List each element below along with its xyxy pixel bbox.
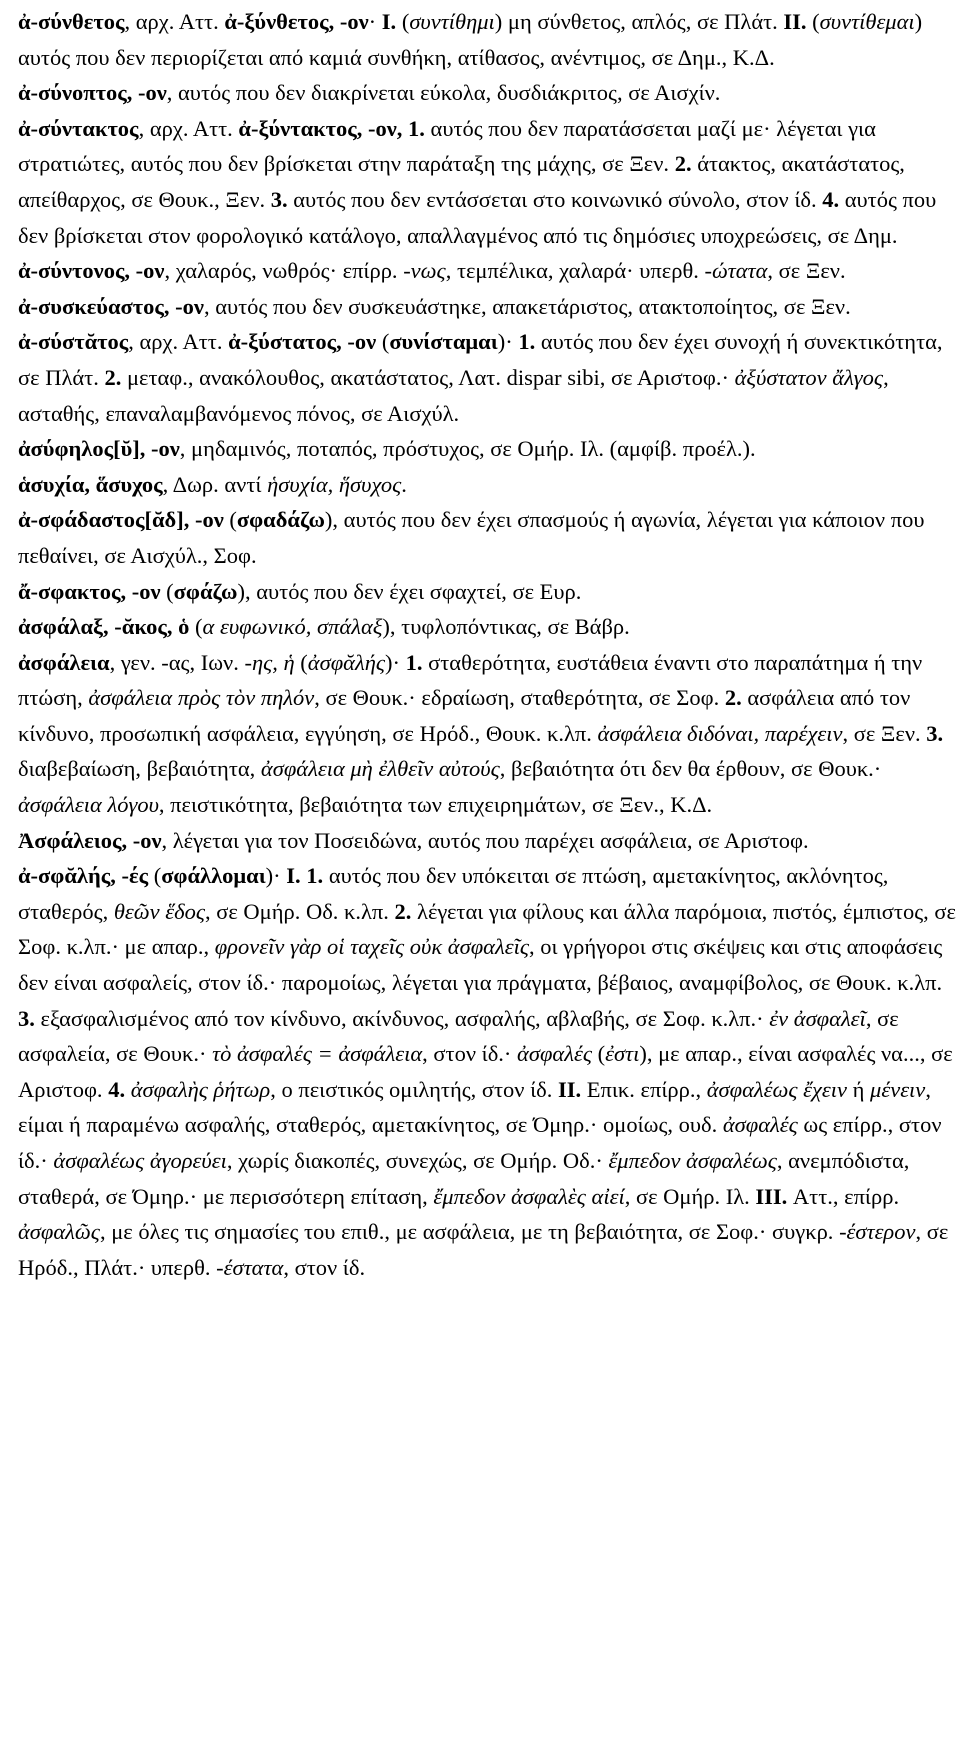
entry-italic-text: ἡσυχία, ἥσυχος [267, 471, 402, 497]
entry-bold-text: ἀ-σύντακτος [18, 115, 139, 141]
entry-text: ( [223, 507, 237, 533]
entry-bold-text: ἀ-σφάδαστος[ᾰδ], -ον [18, 507, 224, 533]
entry-text: , σε Ξεν. [767, 258, 846, 284]
entry-italic-text: μένειν [870, 1076, 926, 1102]
entry-italic-text: ἔμπεδον ἀσφαλέως [608, 1148, 777, 1173]
dictionary-entry-asynthetos [18, 4, 956, 75]
entry-bold-text: ἀ-σύντονος, -ον [18, 258, 165, 284]
entry-italic-text: συντίθημι [409, 9, 495, 34]
entry-bold-text: σφάζω [173, 578, 238, 604]
entry-text: αυτός που δεν εντάσσεται στο κοινωνικό σύνολο, στον ίδ. [287, 186, 823, 212]
entry-bold-text: Ἀσφάλειος, -ον [18, 827, 162, 853]
entry-bold-text: ἄ-σφακτος, -ον [18, 578, 161, 604]
entry-text: , ασταθής, επαναλαμβανόμενος πόνος, σε Αισχύλ. [18, 364, 889, 426]
entry-text: ), αυτός που δεν έχει σφαχτεί, σε Ευρ. [237, 578, 582, 604]
entry-text: , τεμπέλικα, χαλαρά· υπερθ. [445, 258, 705, 284]
entry-bold-text: ἀ-συσκεύαστος, -ον [18, 293, 204, 319]
entry-bold-text: συνίσταμαι [389, 329, 498, 355]
entry-italic-text: ἀσφαλῶς [18, 1219, 100, 1245]
entry-text: , ανεμπόδιστα, σταθερά, σε Όμηρ.· με περισσότερη επίταση, [18, 1148, 910, 1209]
dictionary-entry-asphadastos [18, 502, 956, 573]
entry-text: , σε Ομήρ. Ιλ. [624, 1183, 756, 1209]
entry-bold-text: 1. [518, 329, 536, 355]
entry-italic-text: -νως [403, 258, 446, 284]
entry-text: ( [396, 9, 410, 34]
entry-text: ως επίρρ., στον ίδ.· [18, 1112, 942, 1173]
entry-text: , χαλαρός, νωθρός· επίρρ. [164, 258, 404, 284]
entry-text: . [401, 471, 407, 497]
entry-text: , σε Θουκ.· εδραίωση, σταθερότητα, σε Σοφ. [314, 685, 725, 711]
entry-text: , σε Ηρόδ., Πλάτ.· υπερθ. [18, 1219, 949, 1280]
entry-text: ) αυτός που δεν περιορίζεται από καμιά συνθήκη, ατίθασος, ανένтιμος, σε Δημ., Κ.Δ. [18, 9, 923, 70]
entry-italic-text: ἀσφαλὴς ῥήτωρ [130, 1076, 271, 1102]
entry-text: )· [265, 863, 287, 889]
dictionary-entry-asyntaktos [18, 111, 956, 253]
entry-bold-text: II. [558, 1076, 582, 1102]
dictionary-entry-asystatos [18, 324, 956, 431]
entry-text: ), αυτός που δεν έχει σπασμούς ή αγωνία, λέγεται για κάποιον που πεθαίνει, σε Αισχύλ., Σοφ. [18, 507, 925, 568]
entry-text: , αρχ. Αττ. [124, 9, 225, 34]
entry-text: αυτός που δεν παρατάσσεται μαζί με· λέγεται για στρατιώτες, αυτός που δεν βρίσκεται στην παράταξη της μάχης, σε Ξεν. [18, 115, 876, 177]
entry-text: αυτός που δεν βρίσκεται στον φορολογικό κατάλογο, απαλλαγμένος από τις δημόσιες υποχρεώσεις, σε Δημ. [18, 186, 937, 248]
entry-italic-text: θεῶν ἕδος [113, 898, 205, 924]
entry-text: λέγεται για φίλους και άλλα παρόμοια, πιστός, έμπιστος, σε Σοφ. κ.λπ.· με απαρ., [18, 898, 956, 960]
dictionary-entry-asphaleios [18, 823, 956, 859]
entry-bold-text: I. 1. [286, 863, 324, 889]
entry-italic-text: συντίθεμαι [819, 9, 915, 34]
entry-bold-text: 2. [724, 685, 742, 711]
dictionary-entry-asychia [18, 467, 956, 503]
entry-text: , είμαι ή παραμένω ασφαλής, σταθερός, αμετακίνητος, σε Όμηρ.· ομοίως, ουδ. [18, 1076, 931, 1138]
entry-text: , με όλες τις σημασίες του επιθ., με ασφάλεια, με τη βεβαιότητα, σε Σοφ.· συγκρ. [99, 1219, 840, 1245]
entry-text: , αυτός που δεν διακρίνεται εύκολα, δυσδιάκριτος, σε Αισχίν. [166, 80, 721, 106]
entry-italic-text: ἀσφαλές [517, 1041, 592, 1067]
entry-text: μεταφ., ανακόλουθος, ακατάστατος, Λατ. dispar sibi, σε Αριστοφ.· [121, 364, 735, 390]
entry-text: ( [160, 578, 174, 604]
entry-bold-text: ἀ-σφᾰλής, -ές [18, 863, 149, 889]
entry-bold-text: ἁσυχία, ἅσυχος [18, 471, 163, 497]
entry-text: διαβεβαίωση, βεβαιότητα, [18, 756, 261, 782]
entry-bold-text: ἀ-σύστᾰτος [18, 329, 129, 355]
entry-italic-text: -ώτατα [704, 258, 768, 284]
entry-bold-text: ἀσφάλαξ, -ᾰκος, ὁ [18, 614, 190, 640]
entry-italic-text: ἔμπεδον ἀσφαλὲς αἰεί [433, 1183, 625, 1209]
entry-text: άτακτος, ακατάστατος, απείθαρχος, σε Θουκ., Ξεν. [18, 151, 905, 212]
entry-text: ) μη σύνθετος, απλός, σε Πλάτ. [494, 9, 784, 34]
entry-text: , στον ίδ. [283, 1254, 366, 1280]
entry-bold-text: III. [755, 1183, 788, 1209]
entry-bold-text: 4. [108, 1076, 126, 1102]
entry-bold-text: 2. [104, 364, 122, 390]
entry-bold-text: 3. [926, 720, 944, 746]
entry-bold-text: 3. [270, 186, 288, 212]
entry-italic-text: ἀσφαλέως ἔχειν [706, 1076, 848, 1102]
entry-italic-text: ἀσφάλεια μὴ ἐλθεῖν αὐτούς [260, 756, 500, 782]
dictionary-entry-asyphelos [18, 431, 956, 467]
entry-bold-text: σφάλλομαι [161, 863, 266, 889]
entry-text: ( [591, 1041, 606, 1067]
entry-text: Αττ., επίρρ. [787, 1183, 900, 1209]
entry-bold-text: ἀ-ξύντακτος, -ον, 1. [238, 115, 425, 141]
entry-bold-text: ἀ-ξύνθετος, -ον [224, 9, 369, 34]
entry-bold-text: σφαδάζω [236, 507, 325, 533]
entry-italic-text: -έστατα [216, 1254, 284, 1280]
entry-text: , αρχ. Αττ. [138, 115, 239, 141]
entry-text: , αυτός που δεν συσκευάστηκε, απακετάριστος, ατακτοποίητος, σε Ξεν. [203, 293, 851, 319]
entry-text: αυτός που δεν έχει συνοχή ή συνεκτικότητα, σε Πλάτ. [18, 329, 943, 390]
entry-italic-text: ἐστι [605, 1041, 640, 1067]
entry-bold-text: 2. [674, 151, 692, 177]
entry-text: , αρχ. Αττ. [128, 329, 229, 355]
entry-text: , σε Ξεν. [842, 720, 927, 746]
entry-italic-text: ἀσφαλές [722, 1112, 798, 1138]
entry-italic-text: ἀσφάλεια λόγου [18, 792, 159, 818]
entry-italic-text: ἀξύστατον ἄλγος [734, 364, 884, 390]
entry-text: , ο πειστικός ομιλητής, στον ίδ. [270, 1076, 558, 1102]
entry-bold-text: ἀ-σύνοπτος, -ον [18, 80, 167, 106]
entry-text: ή [847, 1076, 871, 1102]
entry-bold-text: 3. [18, 1005, 35, 1031]
entry-italic-text: ἀσφάλεια πρὸς τὸν πηλόν [88, 685, 315, 711]
entry-text: σταθερότητα, ευστάθεια έναντι στο παραπάτημα ή την πτώση, [18, 649, 923, 711]
entry-text: ( [376, 329, 390, 355]
entry-text: )· [497, 329, 519, 355]
entry-text: , σε Ομήρ. Οδ. κ.λπ. [204, 898, 395, 924]
entry-italic-text: ἀσφᾰλής [307, 649, 385, 675]
entry-text: , βεβαιότητα ότι δεν θα έρθουν, σε Θουκ.· [499, 756, 882, 782]
entry-text: ( [189, 614, 203, 640]
entry-text: )· [384, 649, 406, 675]
entry-bold-text: II. [783, 9, 807, 34]
entry-bold-text: ἀσφάλεια [18, 649, 110, 675]
entry-bold-text: ἀσύφηλος[ῠ], -ον [18, 436, 180, 462]
entry-text: , μηδαμινός, ποταπός, πρόστυχος, σε Ομήρ. Ιλ. (αμφίβ. προέλ.). [179, 436, 756, 462]
entry-italic-text: ἐν ἀσφαλεῖ [769, 1005, 866, 1031]
entry-italic-text: -ης, ἡ [244, 649, 295, 675]
entry-italic-text: -έστερον [839, 1219, 916, 1245]
dictionary-entry-asphaleia [18, 645, 956, 823]
entry-bold-text: I. [381, 9, 397, 34]
dictionary-entry-askeuastos [18, 289, 956, 325]
entry-text: , στον ίδ.· [422, 1041, 518, 1067]
dictionary-entry-asphalax [18, 609, 956, 645]
entry-text: ( [294, 649, 308, 675]
entry-text: Επικ. επίρρ., [581, 1076, 707, 1102]
entry-bold-text: ἀ-σύνθετος [18, 9, 125, 34]
dictionary-entry-asphales [18, 858, 956, 1285]
dictionary-entry-asynoptos [18, 75, 956, 111]
entry-text: , λέγεται για τον Ποσειδώνα, αυτός που παρέχει ασφάλεια, σε Αριστοφ. [161, 827, 809, 853]
dictionary-entry-asyntonos [18, 253, 956, 289]
entry-bold-text: 2. [394, 898, 412, 924]
entry-text: ( [148, 863, 162, 889]
entry-text: , οι γρήγοροι στις σκέψεις και στις αποφάσεις δεν είναι ασφαλείς, στον ίδ.· παρομοίως, λέγεται για πράγματα, βέβαιος, αναμφίβολος, σε Θουκ. κ.λπ. [18, 934, 943, 996]
entry-text: , Δωρ. αντί [162, 471, 268, 497]
entry-bold-text: 4. [822, 186, 840, 212]
entry-italic-text: ἀσφάλεια διδόναι, παρέχειν [597, 720, 843, 746]
entry-italic-text: ἀσφαλέως ἀγορεύει [53, 1148, 227, 1173]
entry-text: ), τυφλοπόντικας, σε Βάβρ. [382, 614, 630, 640]
entry-text: , γεν. -ας, Ιων. [109, 649, 245, 675]
entry-text: ), με απαρ., είναι ασφαλές να..., σε Αριστοφ. [18, 1041, 953, 1102]
entry-text: , χωρίς διακοπές, συνεχώς, σε Ομήρ. Οδ.· [226, 1148, 609, 1173]
entry-italic-text: τὸ ἀσφαλές = ἀσφάλεια [212, 1041, 423, 1067]
entry-italic-text: φρονεῖν γὰρ οἱ ταχεῖς οὐκ ἀσφαλεῖς [214, 934, 529, 960]
entry-bold-text: 1. [405, 649, 423, 675]
entry-list [18, 4, 956, 1285]
entry-bold-text: ἀ-ξύστατος, -ον [228, 329, 377, 355]
entry-text: ( [806, 9, 820, 34]
entry-italic-text: α ευφωνικό, σπάλαξ [202, 614, 383, 640]
entry-text: · [368, 9, 382, 34]
entry-text: , σε ασφαλεία, σε Θουκ.· [18, 1005, 899, 1067]
entry-text: αυτός που δεν υπόκειται σε πτώση, αμετακίνητος, ακλόνητος, σταθερός, [18, 863, 889, 924]
entry-text: ασφάλεια από τον κίνδυνο, προσωπική ασφάλεια, εγγύηση, σε Ηρόδ., Θουκ. κ.λπ. [18, 685, 911, 746]
entry-text: εξασφαλισμένος από τον κίνδυνο, ακίνδυνος, ασφαλής, αβλαβής, σε Σοφ. κ.λπ.· [34, 1005, 770, 1031]
entry-text: , πειστικότητα, βεβαιότητα των επιχειρημάτων, σε Ξεν., Κ.Δ. [158, 792, 713, 818]
dictionary-entry-asphaktos [18, 574, 956, 610]
